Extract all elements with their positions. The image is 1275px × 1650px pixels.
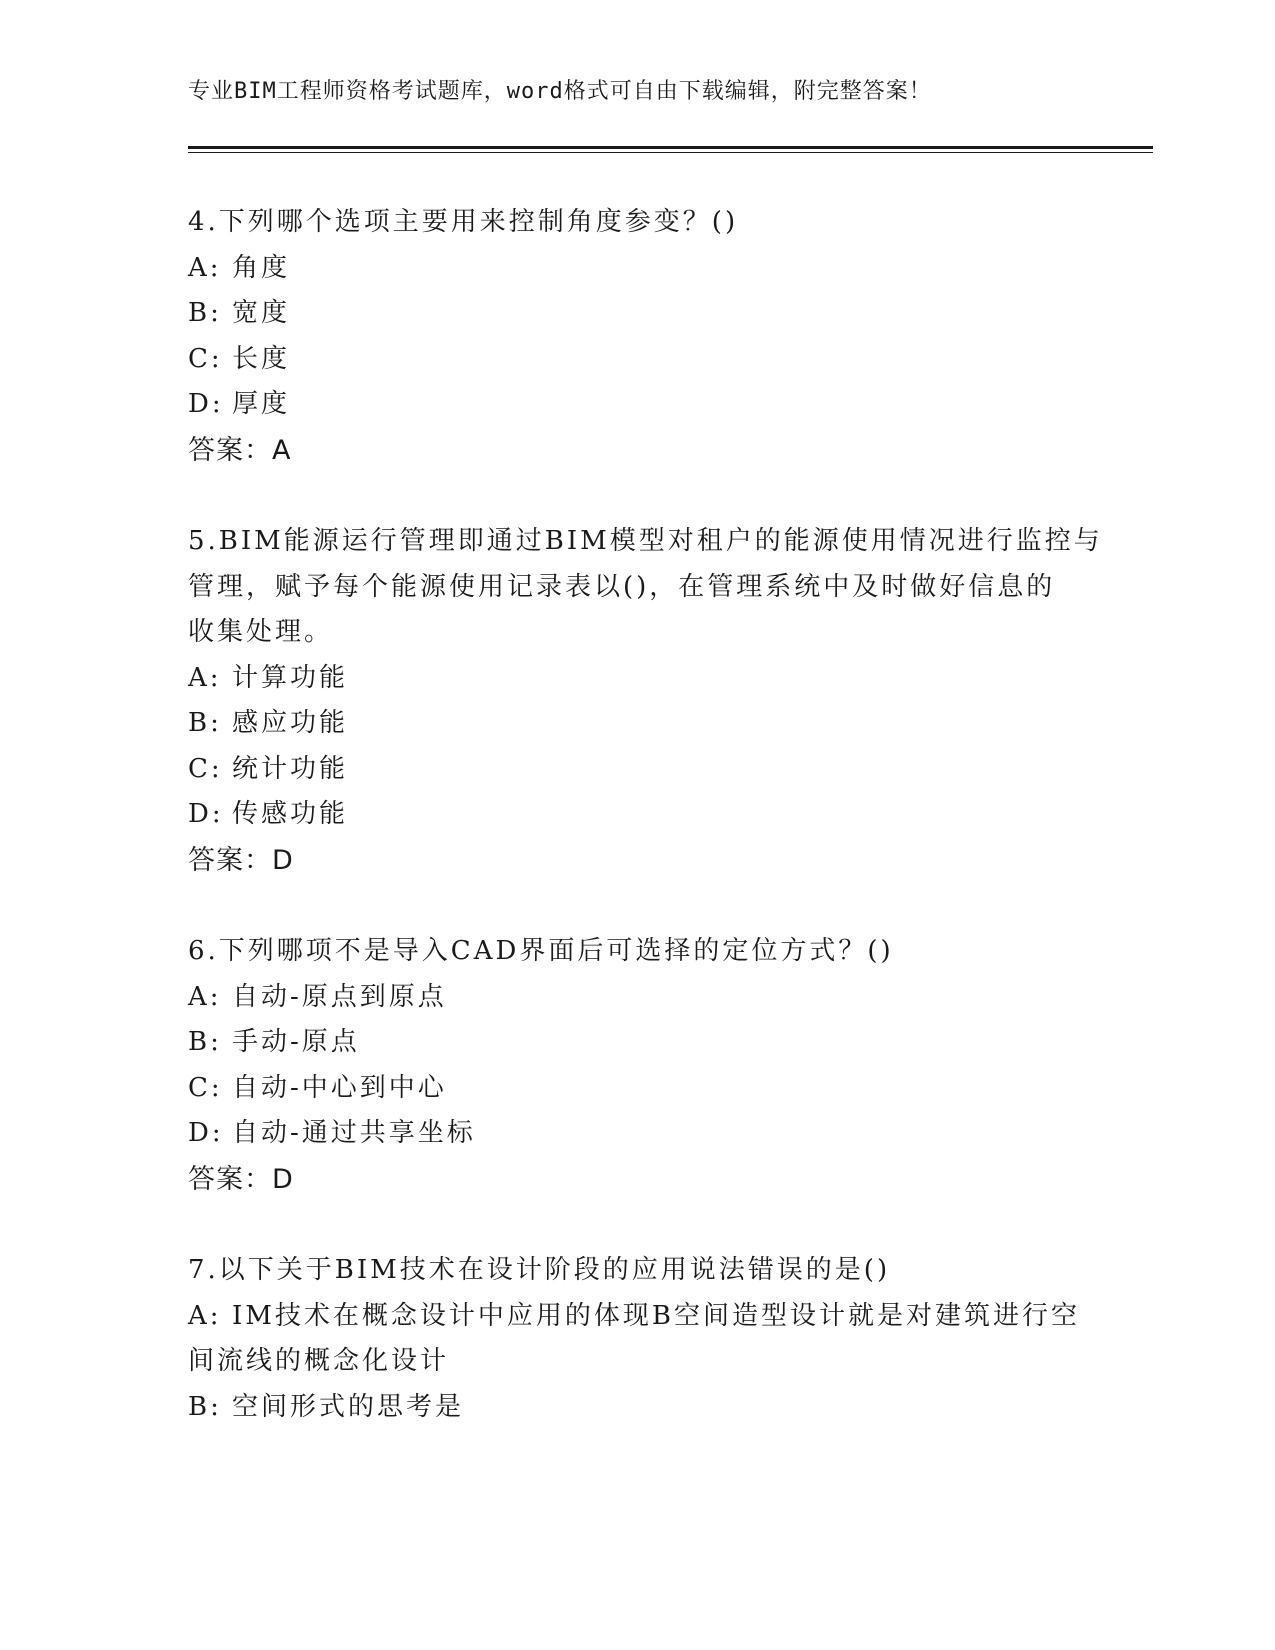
option-line [188,291,1088,337]
option-text: 间流线的概念化设计 [188,1346,450,1376]
question-item [188,519,1103,883]
question-list [188,200,1103,1476]
option-line [188,1385,1088,1431]
option-line [188,1020,1088,1066]
question-stem-line: 4.下列哪个选项主要用来控制角度参变？() [188,207,739,237]
answer-option [188,1020,1088,1066]
option-key: B: [188,1027,222,1057]
option-line [188,792,1088,838]
option-key: C: [188,1072,223,1103]
answer-option [188,747,1088,793]
header-rule-thick [188,146,1153,149]
option-text: IM技术在概念设计中应用的体现B空间造型设计就是对建筑进行空 [232,1300,1080,1331]
question-item [188,1248,1088,1430]
answer-option [188,1066,1088,1112]
option-text: 自动-中心到中心 [232,1072,447,1103]
option-line [188,747,1088,793]
option-text: 统计功能 [232,753,349,784]
question-stem-line: 5.BIM能源运行管理即通过BIM模型对租户的能源使用情况进行监控与 [188,526,1103,556]
option-key: D: [188,1118,224,1148]
question-stem-line: 收集处理。 [188,617,334,647]
option-key: C: [188,343,223,374]
option-key: A: [188,662,222,693]
option-text: 自动-通过共享坐标 [232,1118,476,1148]
question-stem-line: 6.下列哪项不是导入CAD界面后可选择的定位方式？() [188,936,894,966]
option-text: 空间形式的思考是 [232,1391,465,1422]
option-text: 手动-原点 [232,1027,360,1057]
question-stem-line: 管理，赋予每个能源使用记录表以()，在管理系统中及时做好信息的 [188,571,1056,602]
option-key: B: [188,1391,222,1422]
option-key: A: [188,252,222,283]
option-key: D: [188,799,224,829]
option-line [188,1339,1088,1385]
option-line [188,975,1088,1021]
answer-option [188,792,1088,838]
option-line [188,246,1088,292]
page-header: 专业BIM工程师资格考试题库，word格式可自由下载编辑，附完整答案！ [188,79,932,104]
answer-option [188,701,1088,747]
option-text: 感应功能 [232,708,349,738]
question-item [188,929,1088,1202]
option-text: 长度 [232,343,291,374]
option-text: 宽度 [232,298,291,328]
option-line [188,1066,1088,1112]
option-line [188,1111,1088,1157]
option-key: D: [188,389,224,419]
option-text: 计算功能 [232,662,349,693]
option-line [188,701,1088,747]
question-stem-line: 7.以下关于BIM技术在设计阶段的应用说法错误的是() [188,1255,891,1285]
question-stem [188,1248,1088,1294]
answer-option [188,1385,1088,1431]
option-key: B: [188,298,222,328]
question-stem [188,929,1088,975]
option-key: B: [188,708,222,738]
answer-option [188,337,1088,383]
question-stem [188,519,1103,656]
answer-option [188,1111,1088,1157]
option-line [188,656,1088,702]
answer-option [188,656,1088,702]
option-text: 自动-原点到原点 [232,981,447,1012]
option-line [188,382,1088,428]
answer-option [188,246,1088,292]
question-stem [188,200,1088,246]
header-rule-thin [188,152,1153,153]
answer-key: 答案：A [188,434,292,466]
option-key: A: [188,1300,222,1331]
answer-option [188,1294,1088,1385]
question-item [188,200,1088,473]
answer-key: 答案：D [188,844,294,876]
answer-key: 答案：D [188,1163,294,1195]
option-line [188,1294,1088,1340]
option-key: C: [188,753,223,784]
answer-option [188,382,1088,428]
answer-option [188,291,1088,337]
answer-option [188,975,1088,1021]
option-text: 厚度 [232,389,291,419]
option-text: 传感功能 [232,799,349,829]
option-text: 角度 [232,252,291,283]
option-key: A: [188,981,222,1012]
option-line [188,337,1088,383]
